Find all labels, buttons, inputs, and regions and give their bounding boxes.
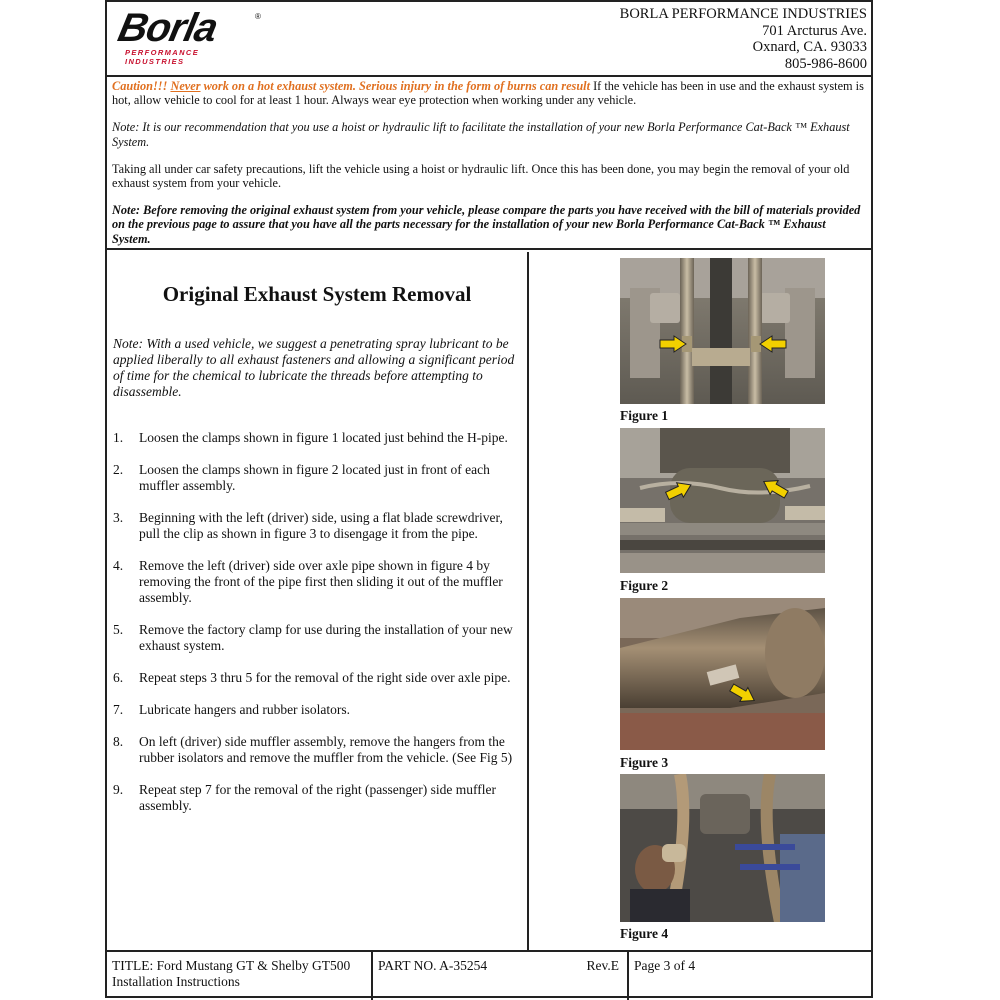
caution-rest: If the vehicle has been in use and the exhaust system is hot, allow vehicle to cool for at least 1 hour. Always wear eye protection when working under any vehicle. — [112, 79, 864, 108]
step-item — [113, 622, 523, 654]
page-header — [107, 2, 871, 77]
step-item — [113, 430, 523, 446]
step-item — [113, 734, 523, 766]
step-item — [113, 782, 523, 814]
figures-column — [531, 252, 871, 950]
page-footer — [107, 950, 871, 1000]
hoist-note: Note: It is our recommendation that you use a hoist or hydraulic lift to facilitate the installation of your new Borla Performance Cat-Back ™ Exhaust System. — [112, 120, 850, 149]
step-text: Remove the factory clamp for use during the installation of your new exhaust system. — [139, 622, 513, 653]
company-name: BORLA PERFORMANCE INDUSTRIES — [619, 6, 867, 22]
intro-section — [107, 77, 871, 250]
step-text: On left (driver) side muffler assembly, remove the hangers from the rubber isolators and remove the muffler from the vehicle. (See Fig 5) — [139, 734, 513, 765]
footer-title-line1: TITLE: Ford Mustang GT & Shelby GT500 — [112, 958, 351, 973]
step-text: Lubricate hangers and rubber isolators. — [139, 702, 351, 717]
step-item — [113, 558, 523, 606]
step-text: Loosen the clamps shown in figure 1 located just behind the H-pipe. — [139, 430, 508, 445]
step-number: 5. — [113, 622, 124, 637]
revision: Rev.E — [586, 958, 619, 973]
safety-paragraph: Taking all under car safety precautions, lift the vehicle using a hoist or hydraulic lift. Once this has been done, you may begin the removal of your old exhaust system from your vehicle. — [112, 161, 850, 191]
step-number: 2. — [113, 462, 124, 477]
footer-title-line2: Installation Instructions — [112, 974, 240, 989]
instructions-column — [107, 252, 529, 950]
figure-1-photo — [620, 258, 825, 404]
part-number: PART NO. A-35254 — [378, 958, 488, 973]
figure-4-caption: Figure 4 — [620, 926, 669, 941]
company-street: 701 Arcturus Ave. — [762, 22, 867, 39]
caution-warning: work on a hot exhaust system. Serious injury in the form of burns can result — [200, 79, 590, 93]
step-item — [113, 702, 523, 718]
company-address — [620, 6, 867, 72]
figure-2-photo — [620, 428, 825, 573]
company-phone: 805-986-8600 — [784, 55, 867, 72]
parts-note: Note: Before removing the original exhaust system from your vehicle, please compare the parts you have received with the bill of materials provided on the previous page to assure that you have all the parts necessary for the installation of your new Borla Performance Cat-Back ™ Exhaust System. — [112, 203, 861, 246]
figure-1-caption: Figure 1 — [620, 408, 669, 423]
caution-never: Never — [170, 79, 201, 93]
step-number: 1. — [113, 430, 124, 445]
instruction-page — [105, 0, 873, 998]
lubricant-note: Note: With a used vehicle, we suggest a penetrating spray lubricant to be applied liberally to all exhaust fasteners and allowing a significant period of time for the chemical to lubricate the threads before attempting to disassemble. — [113, 336, 515, 399]
step-text: Repeat step 7 for the removal of the right (passenger) side muffler assembly. — [139, 782, 497, 813]
figure-2-caption: Figure 2 — [620, 578, 669, 593]
footer-page-number — [629, 952, 871, 1000]
step-item — [113, 510, 523, 542]
caution-label: Caution!!! — [112, 79, 171, 93]
logo-wordmark: Borla — [114, 6, 221, 50]
figure-4-photo — [620, 774, 825, 922]
step-number: 6. — [113, 670, 124, 685]
step-text: Beginning with the left (driver) side, using a flat blade screwdriver, pull the clip as shown in figure 3 to disengage it from the pipe. — [139, 510, 503, 541]
logo-registered-mark: ® — [255, 12, 261, 21]
step-number: 7. — [113, 702, 124, 717]
footer-title — [107, 952, 373, 1000]
borla-logo — [114, 6, 261, 66]
page-number: Page 3 of 4 — [634, 958, 696, 973]
figure-3-photo — [620, 598, 825, 750]
caution-paragraph — [112, 79, 867, 107]
footer-part-number — [373, 952, 629, 1000]
step-text: Remove the left (driver) side over axle pipe shown in figure 4 by removing the front of the pipe first then sliding it out of the muffler assembly. — [139, 558, 503, 605]
company-city: Oxnard, CA. 93033 — [752, 39, 867, 55]
step-number: 8. — [113, 734, 124, 749]
figure-3-caption: Figure 3 — [620, 755, 669, 770]
section-title: Original Exhaust System Removal — [162, 282, 472, 306]
step-item — [113, 462, 523, 494]
logo-tagline: PERFORMANCE INDUSTRIES — [125, 48, 200, 66]
step-number: 4. — [113, 558, 124, 573]
step-number: 9. — [113, 782, 124, 797]
step-text: Loosen the clamps shown in figure 2 located just in front of each muffler assembly. — [139, 462, 490, 493]
step-number: 3. — [113, 510, 124, 525]
steps-list — [113, 430, 523, 814]
step-item — [113, 670, 523, 686]
step-text: Repeat steps 3 thru 5 for the removal of the right side over axle pipe. — [139, 670, 511, 685]
